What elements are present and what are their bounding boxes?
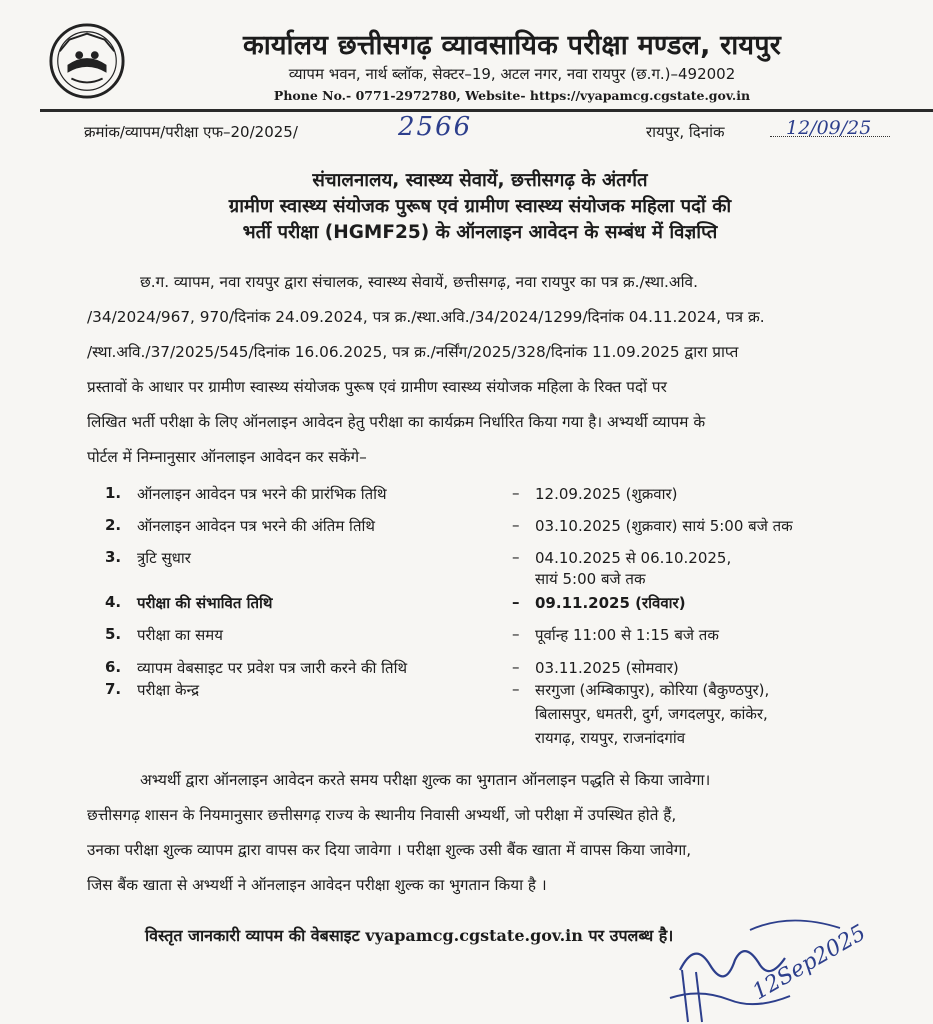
schedule-item-number: 1.	[105, 484, 122, 502]
intro-line: लिखित भर्ती परीक्षा के लिए ऑनलाइन आवेदन हेतु परीक्षा का कार्यक्रम निर्धारित किया गया है। अभ्यर्थी व्यापम के	[87, 413, 706, 431]
schedule-item-dash: –	[512, 548, 520, 566]
date-label: रायपुर, दिनांक	[646, 123, 725, 141]
notice-title-line-2: ग्रामीण स्वास्थ्य संयोजक पुरूष एवं ग्रामीण स्वास्थ्य संयोजक महिला पदों की	[228, 196, 732, 217]
schedule-item-dash: –	[512, 625, 520, 643]
intro-line: छ.ग. व्यापम, नवा रायपुर द्वारा संचालक, स्वास्थ्य सेवायें, छत्तीसगढ़, नवा रायपुर का पत्र क्र./स्था.अवि.	[140, 273, 698, 291]
schedule-item-dash: –	[512, 593, 520, 611]
schedule-item-label: परीक्षा केन्द्र	[137, 681, 200, 699]
fee-line: अभ्यर्थी द्वारा ऑनलाइन आवेदन करते समय परीक्षा शुल्क का भुगतान ऑनलाइन पद्धति से किया जावेगा।	[140, 771, 711, 789]
org-name: कार्यालय छत्तीसगढ़ व्यावसायिक परीक्षा मण्डल, रायपुर	[242, 30, 782, 61]
schedule-item-dash: –	[512, 484, 520, 502]
schedule-item-label: परीक्षा की संभावित तिथि	[137, 594, 273, 612]
fee-line: छत्तीसगढ़ शासन के नियमानुसार छत्तीसगढ़ राज्य के स्थानीय निवासी अभ्यर्थी, जो परीक्षा में उपस्थित होते हैं,	[87, 806, 677, 824]
schedule-item-number: 5.	[105, 625, 122, 643]
intro-line: /स्था.अवि./37/2025/545/दिनांक 16.06.2025, पत्र क्र./नर्सिंग/2025/328/दिनांक 11.09.2025 द्वारा प्राप्त	[87, 343, 739, 361]
notice-title-line-3: भर्ती परीक्षा (HGMF25) के ऑनलाइन आवेदन के सम्बंध में विज्ञप्ति	[242, 222, 718, 243]
schedule-item-label: ऑनलाइन आवेदन पत्र भरने की अंतिम तिथि	[137, 517, 375, 535]
schedule-item-dash: –	[512, 680, 520, 698]
schedule-item-number: 4.	[105, 593, 122, 611]
signature	[640, 910, 880, 1024]
reference-number-label: क्रमांक/व्यापम/परीक्षा एफ–20/2025/	[84, 123, 298, 141]
date-handwritten: 12/09/25	[786, 117, 872, 139]
signature-date-handwritten: 12Sep2025	[748, 920, 871, 1006]
schedule-item-dash: –	[512, 516, 520, 534]
schedule-item-dash: –	[512, 658, 520, 676]
schedule-item-value: 09.11.2025 (रविवार)	[535, 594, 686, 612]
reference-number-handwritten: 2566	[398, 112, 473, 142]
vyapam-logo	[48, 22, 126, 100]
schedule-item-value: सायं 5:00 बजे तक	[535, 570, 646, 588]
schedule-item-value: रायगढ़, रायपुर, राजनांदगांव	[535, 729, 686, 747]
intro-line: पोर्टल में निम्नानुसार ऑनलाइन आवेदन कर सकेंगे–	[87, 448, 367, 466]
schedule-item-number: 2.	[105, 516, 122, 534]
schedule-item-number: 7.	[105, 680, 122, 698]
schedule-item-value: 03.11.2025 (सोमवार)	[535, 659, 679, 677]
schedule-item-value: सरगुजा (अम्बिकापुर), कोरिया (बैकुण्ठपुर),	[535, 681, 770, 699]
schedule-item-label: व्यापम वेबसाइट पर प्रवेश पत्र जारी करने की तिथि	[137, 659, 408, 677]
schedule-item-value: 12.09.2025 (शुक्रवार)	[535, 485, 678, 503]
schedule-item-label: ऑनलाइन आवेदन पत्र भरने की प्रारंभिक तिथि	[137, 485, 387, 503]
schedule-item-value: 03.10.2025 (शुक्रवार) सायं 5:00 बजे तक	[535, 517, 793, 535]
fee-line: उनका परीक्षा शुल्क व्यापम द्वारा वापस कर दिया जावेगा । परीक्षा शुल्क उसी बैंक खाता में वापस किया जावेगा,	[87, 841, 692, 859]
org-contact: Phone No.- 0771-2972780, Website- https://vyapamcg.cgstate.gov.in	[273, 88, 751, 103]
intro-line: प्रस्तावों के आधार पर ग्रामीण स्वास्थ्य संयोजक पुरूष एवं ग्रामीण स्वास्थ्य संयोजक महिला के रिक्त पदों पर	[87, 378, 667, 396]
website-info-suffix: पर उपलब्ध है।	[588, 926, 674, 945]
intro-line: /34/2024/967, 970/दिनांक 24.09.2024, पत्र क्र./स्था.अवि./34/2024/1299/दिनांक 04.11.2024, पत्र क्र.	[87, 308, 765, 326]
fee-line: जिस बैंक खाता से अभ्यर्थी ने ऑनलाइन आवेदन परीक्षा शुल्क का भुगतान किया है ।	[87, 876, 547, 894]
website-info-prefix: विस्तृत जानकारी व्यापम की वेबसाइट	[145, 926, 360, 945]
org-address: व्यापम भवन, नार्थ ब्लॉक, सेक्टर–19, अटल नगर, नवा रायपुर (छ.ग.)–492002	[288, 65, 736, 83]
schedule-item-value: 04.10.2025 से 06.10.2025,	[535, 549, 732, 567]
schedule-item-label: परीक्षा का समय	[137, 626, 223, 644]
website-info-line	[145, 924, 673, 946]
schedule-item-value: पूर्वान्ह 11:00 से 1:15 बजे तक	[535, 626, 719, 644]
header-divider	[40, 109, 933, 112]
notice-title-line-1: संचालनालय, स्वास्थ्य सेवायें, छत्तीसगढ़ के अंतर्गत	[312, 170, 648, 191]
schedule-item-label: त्रुटि सुधार	[137, 549, 191, 567]
schedule-item-number: 6.	[105, 658, 122, 676]
schedule-item-number: 3.	[105, 548, 122, 566]
website-link[interactable]: vyapamcg.cgstate.gov.in	[365, 926, 583, 945]
schedule-item-value: बिलासपुर, धमतरी, दुर्ग, जगदलपुर, कांकेर,	[535, 705, 768, 723]
